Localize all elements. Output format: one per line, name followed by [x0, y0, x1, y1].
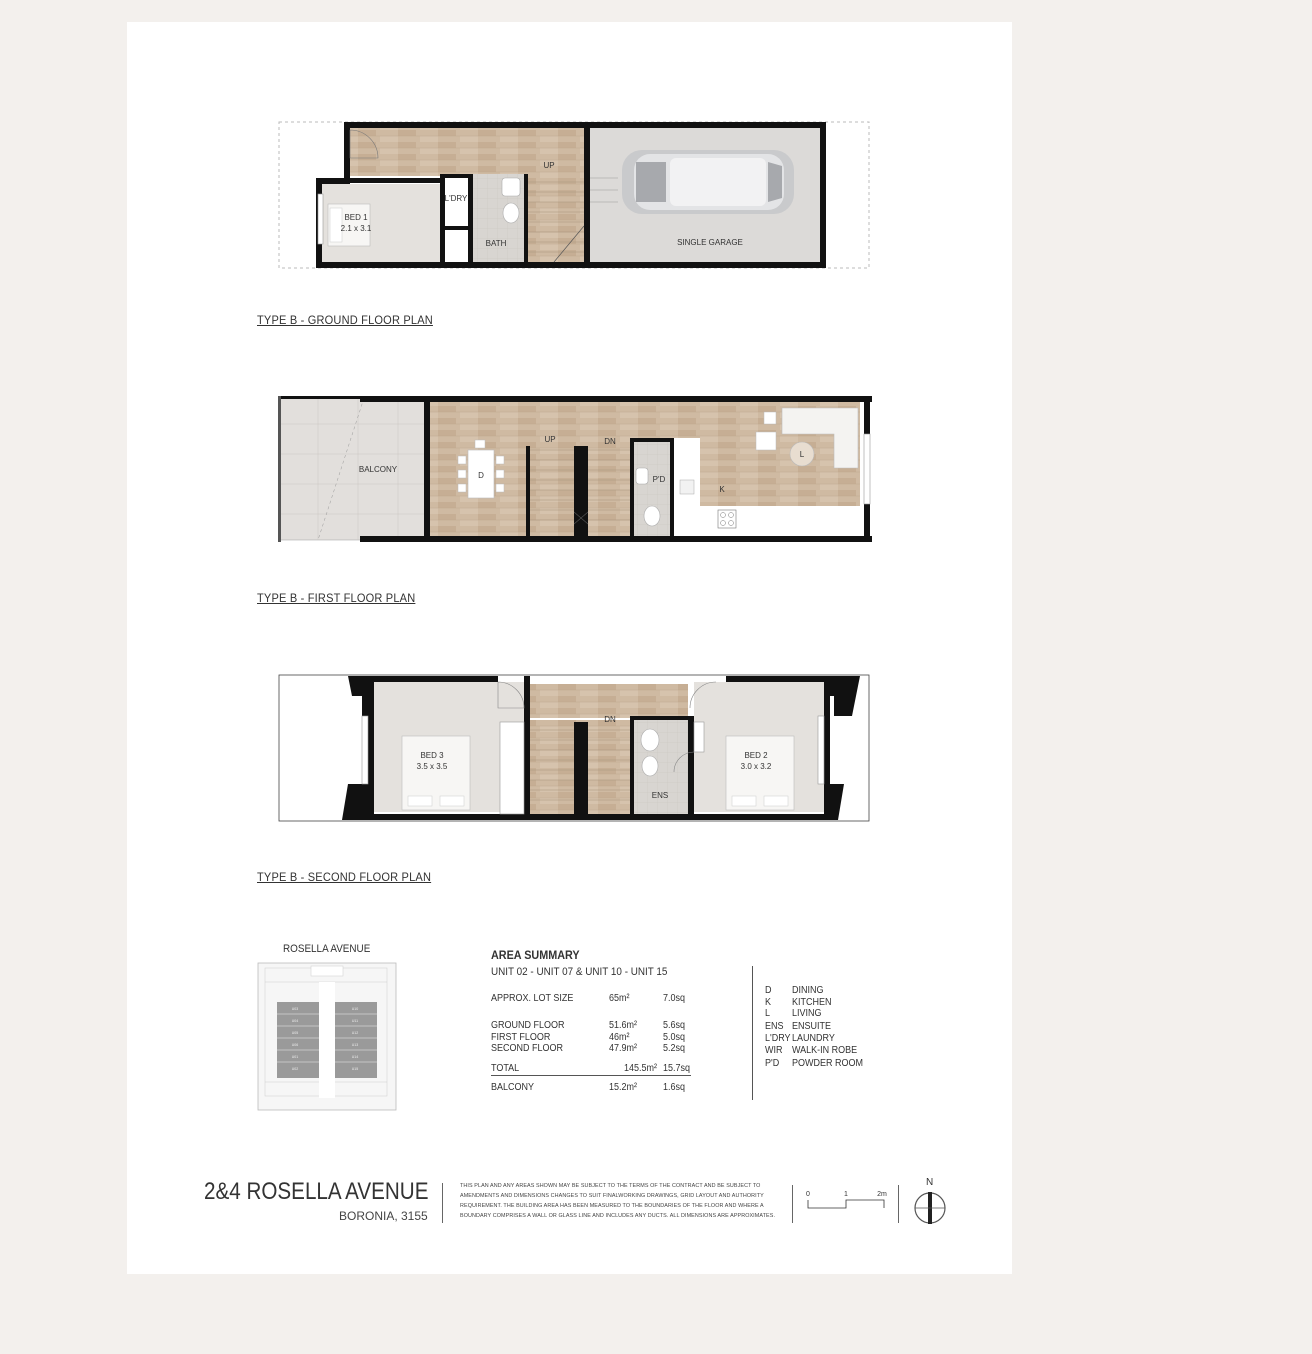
stair-up-label: UP — [543, 161, 555, 170]
second-floor-caption: TYPE B - SECOND FLOOR PLAN — [257, 870, 432, 884]
balcony-area-sq: 1.6sq — [663, 1082, 686, 1093]
stair-down-label-first: DN — [604, 437, 616, 446]
first-floor-area-m2: 46m² — [609, 1032, 630, 1043]
site-unit-left-2: U04 — [291, 1019, 299, 1023]
legend-abbr-wir: WIR — [765, 1045, 783, 1056]
legend-text-l: LIVING — [792, 1008, 822, 1019]
legend-text-ldry: LAUNDRY — [792, 1033, 835, 1044]
bed3-icon — [402, 736, 470, 810]
legend-text-k: KITCHEN — [792, 997, 832, 1008]
disclaimer-text: THIS PLAN AND ANY AREAS SHOWN MAY BE SUBJECT TO THE TERMS OF THE CONTRACT AND BE SUBJECT TO AMENDMENTS AND DIMENSIONS CHANGES TO SUIT FINALWORKING DRAWINGS, GRID LAYOUT AND AUTHORITY REQUIREMENT. THE BUILDING AREA HAS BEEN MEASURED TO THE BOUNDARIES OF THE FLOOR AND WHERE A BOUNDARY COMPRISES A WALL OR GLASS LINE AND INCLUDES ANY DUCTS. ALL DIMENSIONS ARE APPROXIMATES. — [460, 1183, 776, 1219]
lot-size-m2: 65m² — [609, 993, 630, 1004]
balcony-label: BALCONY — [358, 465, 398, 474]
second-floor-area-m2: 47.9m² — [609, 1043, 638, 1054]
lot-size-label: APPROX. LOT SIZE — [491, 993, 574, 1004]
bed3-size: 3.5 x 3.5 — [416, 762, 448, 771]
total-area-label: TOTAL — [491, 1063, 520, 1074]
bath-label: BATH — [485, 239, 507, 248]
second-floor-plan — [278, 672, 872, 824]
legend-text-d: DINING — [792, 985, 824, 996]
dining-label: D — [478, 471, 484, 480]
legend-abbr-d: D — [765, 985, 772, 996]
kitchen-label: K — [719, 485, 725, 494]
ground-floor-caption: TYPE B - GROUND FLOOR PLAN — [257, 313, 433, 327]
site-unit-left-1: U03 — [291, 1007, 299, 1011]
area-summary-subtitle: UNIT 02 - UNIT 07 & UNIT 10 - UNIT 15 — [491, 966, 668, 978]
scale-1-label: 1 — [844, 1191, 848, 1198]
first-floor-area-sq: 5.0sq — [663, 1032, 686, 1043]
scale-divider — [792, 1185, 793, 1223]
legend-abbr-pd: P'D — [765, 1058, 780, 1069]
legend-text-pd: POWDER ROOM — [792, 1058, 864, 1069]
balcony-area-label: BALCONY — [491, 1082, 535, 1093]
scale-bar — [800, 1186, 892, 1212]
car-icon — [622, 150, 794, 214]
legend-text-ens: ENSUITE — [792, 1021, 832, 1032]
site-plan-title: ROSELLA AVENUE — [283, 943, 371, 955]
living-label: L — [799, 450, 805, 459]
balcony-area-m2: 15.2m² — [609, 1082, 638, 1093]
ground-floor-area-m2: 51.6m² — [609, 1020, 638, 1031]
address-suburb: BORONIA, 3155 — [339, 1209, 428, 1223]
site-unit-left-5: U01 — [291, 1055, 299, 1059]
total-area-sq: 15.7sq — [663, 1063, 691, 1074]
legend-divider — [752, 966, 753, 1100]
legend-abbr-k: K — [765, 997, 772, 1008]
bed2-size: 3.0 x 3.2 — [740, 762, 772, 771]
second-floor-area-sq: 5.2sq — [663, 1043, 686, 1054]
lot-size-sq: 7.0sq — [663, 993, 686, 1004]
legend-abbr-ldry: L'DRY — [765, 1033, 791, 1044]
site-plan — [257, 962, 399, 1112]
ground-floor-plan — [278, 118, 872, 272]
area-summary-title: AREA SUMMARY — [491, 948, 580, 962]
powder-room-label: P'D — [652, 475, 666, 484]
laundry-label: L'DRY — [444, 194, 468, 203]
garage-label: SINGLE GARAGE — [677, 238, 743, 247]
north-label: N — [926, 1177, 934, 1188]
ground-floor-area-label: GROUND FLOOR — [491, 1020, 565, 1031]
site-unit-right-5: U14 — [351, 1055, 359, 1059]
total-area-m2: 145.5m² — [624, 1063, 658, 1074]
first-floor-caption: TYPE B - FIRST FLOOR PLAN — [257, 591, 416, 605]
legend-text-wir: WALK-IN ROBE — [792, 1045, 858, 1056]
north-divider — [898, 1185, 899, 1223]
bed3-label: BED 3 — [420, 751, 444, 760]
site-unit-right-6: U15 — [351, 1067, 359, 1071]
site-unit-right-1: U10 — [351, 1007, 359, 1011]
site-unit-left-6: U02 — [291, 1067, 299, 1071]
total-rule — [491, 1075, 691, 1076]
second-floor-area-label: SECOND FLOOR — [491, 1043, 564, 1054]
bed1-size: 2.1 x 3.1 — [340, 224, 372, 233]
first-floor-plan — [278, 394, 872, 544]
bed2-icon — [726, 736, 794, 810]
stair-up-label-first: UP — [544, 435, 556, 444]
site-unit-right-4: U13 — [351, 1043, 359, 1047]
site-unit-left-3: U05 — [291, 1031, 299, 1035]
ground-floor-area-sq: 5.6sq — [663, 1020, 686, 1031]
site-unit-right-3: U12 — [351, 1031, 359, 1035]
north-arrow-icon — [912, 1190, 948, 1226]
site-unit-left-4: U06 — [291, 1043, 299, 1047]
first-floor-area-label: FIRST FLOOR — [491, 1032, 551, 1043]
address-title: 2&4 ROSELLA AVENUE — [204, 1178, 429, 1205]
scale-0-label: 0 — [806, 1191, 810, 1198]
stair-down-label-second: DN — [604, 715, 616, 724]
ensuite-label: ENS — [651, 791, 669, 800]
bed1-label: BED 1 — [344, 213, 368, 222]
legend-abbr-l: L — [765, 1008, 771, 1019]
legend-abbr-ens: ENS — [765, 1021, 784, 1032]
bed2-label: BED 2 — [744, 751, 768, 760]
site-unit-right-2: U11 — [351, 1019, 359, 1023]
footer-divider — [442, 1183, 443, 1223]
scale-2-label: 2m — [877, 1191, 887, 1198]
